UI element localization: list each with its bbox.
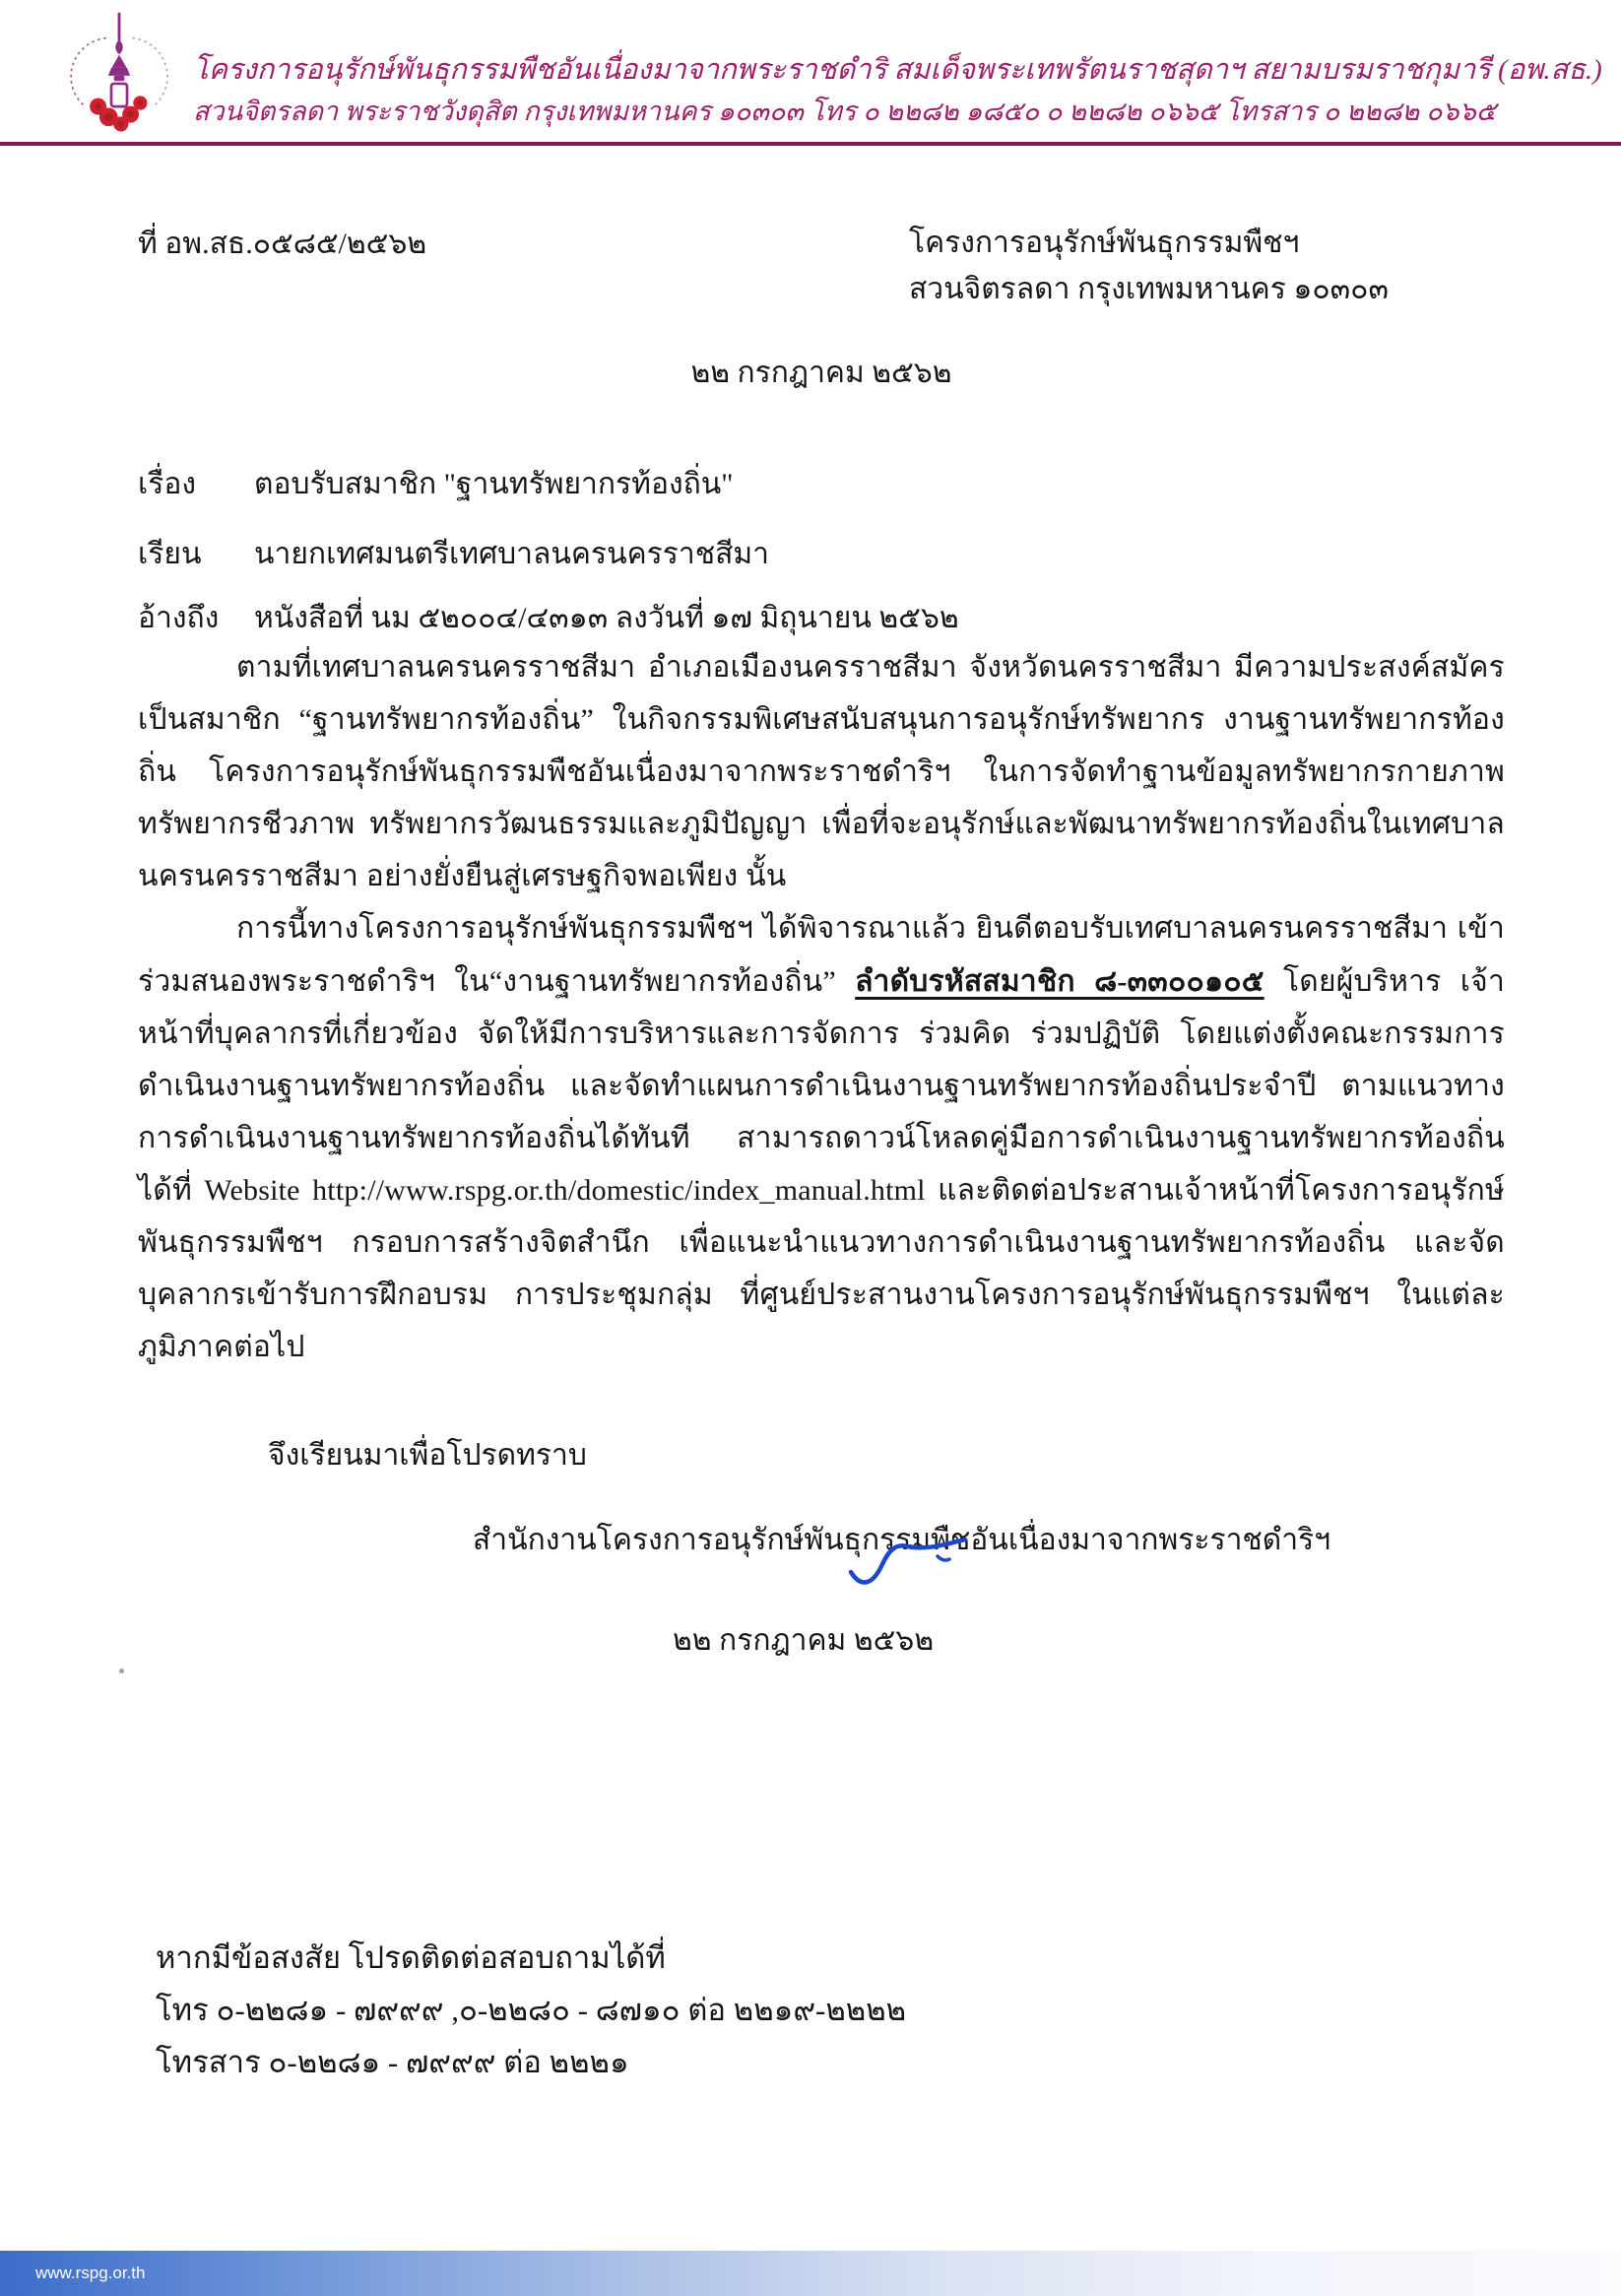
letterhead	[0, 0, 1621, 142]
contact-block	[156, 1942, 906, 2099]
subject-row	[138, 461, 1505, 507]
paragraph-2-start: การนี้ทางโครงการอนุรักษ์พันธุกรรมพืชฯ ได้พิจารณาแล้ว ยินดีตอบรับเทศบาลนครนครราชสีมา เข้าร่วมสนองพระราชดำริฯ ใน“งานฐานทรัพยากรท้องถิ่น”	[138, 912, 1505, 998]
rspg-royal-emblem-icon	[69, 10, 169, 140]
contact-fax: โทรสาร ๐-๒๒๘๑ - ๗๙๙๙ ต่อ ๒๒๒๑	[156, 2045, 629, 2079]
contact-phone: โทร ๐-๒๒๘๑ - ๗๙๙๙ ,๐-๒๒๘๐ - ๘๗๑๐ ต่อ ๒๒๑๙-๒๒๒๒	[156, 1993, 907, 2027]
handwritten-signature	[843, 1533, 971, 1604]
header-divider	[0, 142, 1621, 146]
footer-bar	[0, 2251, 1621, 2296]
letterhead-text	[193, 10, 1602, 131]
paragraph-2	[138, 902, 1505, 1373]
reference-row	[138, 595, 1505, 641]
recipient-label: เรียน	[138, 538, 202, 570]
closing-line: จึงเรียนมาเพื่อโปรดทราบ	[268, 1439, 587, 1473]
reference-value: หนังสือที่ นม ๕๒๐๐๔/๔๓๑๓ ลงวันที่ ๑๗ มิถุนายน ๒๕๖๒	[254, 602, 959, 634]
org-name-line: โครงการอนุรักษ์พันธุกรรมพืชอันเนื่องมาจากพระราชดำริ สมเด็จพระเทพรัตนราชสุดาฯ สยามบรมราชกุมารี (อพ.สธ.)	[193, 54, 1602, 86]
paragraph-2-end: โดยผู้บริหาร เจ้าหน้าที่บุคลากรที่เกี่ยวข้อง จัดให้มีการบริหารและการจัดการ ร่วมคิด ร่วมปฏิบัติ โดยแต่งตั้งคณะกรรมการดำเนินงานฐานทรัพยากรท้องถิ่น และจัดทำแผนการดำเนินงานฐานทรัพยากรท้องถิ่นประจำปี ตามแนวทางการดำเนินงานฐานทรัพยากรท้องถิ่นได้ทันที สามารถดาวน์โหลดคู่มือการดำเนินงานฐานทรัพยากรท้องถิ่นได้ที่ Website http://www.rspg.or.th/domestic/index_manual.html และติดต่อประสานเจ้าหน้าที่โครงการอนุรักษ์พันธุกรรมพืชฯ กรอบการสร้างจิตสำนึก เพื่อแนะนำแนวทางการดำเนินงานฐานทรัพยากรท้องถิ่น และจัดบุคลากรเข้ารับการฝึกอบรม การประชุมกลุ่ม ที่ศูนย์ประสานงานโครงการอนุรักษ์พันธุกรรมพืชฯ ในแต่ละภูมิภาคต่อไป	[138, 964, 1505, 1364]
signature-date: ๒๒ กรกฎาคม ๒๕๖๒	[673, 1624, 935, 1657]
subject-label: เรื่อง	[138, 468, 197, 500]
sender-address	[909, 221, 1389, 312]
subject-value: ตอบรับสมาชิก "ฐานทรัพยากรท้องถิ่น"	[254, 468, 734, 500]
document-number: ที่ อพ.สธ.๐๕๘๕/๒๕๖๒	[138, 228, 427, 260]
footer-website: www.rspg.or.th	[35, 2263, 146, 2282]
recipient-value: นายกเทศมนตรีเทศบาลนครนครราชสีมา	[254, 538, 770, 570]
member-code: ลำดับรหัสสมาชิก ๘-๓๓๐๐๑๐๕	[855, 964, 1264, 998]
scan-artifact-dot	[119, 1669, 124, 1673]
letter-body	[0, 221, 1621, 1478]
contact-heading: หากมีข้อสงสัย โปรดติดต่อสอบถามได้ที่	[156, 1940, 666, 1975]
reference-label: อ้างถึง	[138, 602, 220, 634]
org-address-line: สวนจิตรลดา พระราชวังดุสิต กรุงเทพมหานคร ๑๐๓๐๓ โทร ๐ ๒๒๘๒ ๑๘๕๐ ๐ ๒๒๘๒ ๐๖๖๕ โทรสาร ๐ ๒๒๘๒ ๐๖๖๕	[193, 96, 1497, 126]
sender-location: สวนจิตรลดา กรุงเทพมหานคร ๑๐๓๐๓	[908, 272, 1389, 305]
signing-office-name: สำนักงานโครงการอนุรักษ์พันธุกรรมพืชอันเนื่องมาจากพระราชดำริฯ	[472, 1524, 1331, 1556]
paragraph-1: ตามที่เทศบาลนครนครราชสีมา อำเภอเมืองนครราชสีมา จังหวัดนครราชสีมา มีความประสงค์สมัครเป็นสมาชิก “ฐานทรัพยากรท้องถิ่น” ในกิจกรรมพิเศษสนับสนุนการอนุรักษ์ทรัพยากร งานฐานทรัพยากรท้องถิ่น โครงการอนุรักษ์พันธุกรรมพืชอันเนื่องมาจากพระราชดำริฯ ในการจัดทำฐานข้อมูลทรัพยากรกายภาพ ทรัพยากรชีวภาพ ทรัพยากรวัฒนธรรมและภูมิปัญญา เพื่อที่จะอนุรักษ์และพัฒนาทรัพยากรท้องถิ่นในเทศบาลนครนครราชสีมา อย่างยั่งยืนสู่เศรษฐกิจพอเพียง นั้น	[138, 651, 1505, 893]
sender-org: โครงการอนุรักษ์พันธุกรรมพืชฯ	[908, 227, 1300, 259]
reference-and-sender-row	[138, 221, 1505, 312]
recipient-row	[138, 531, 1505, 577]
letter-date: ๒๒ กรกฎาคม ๒๕๖๒	[690, 357, 952, 389]
